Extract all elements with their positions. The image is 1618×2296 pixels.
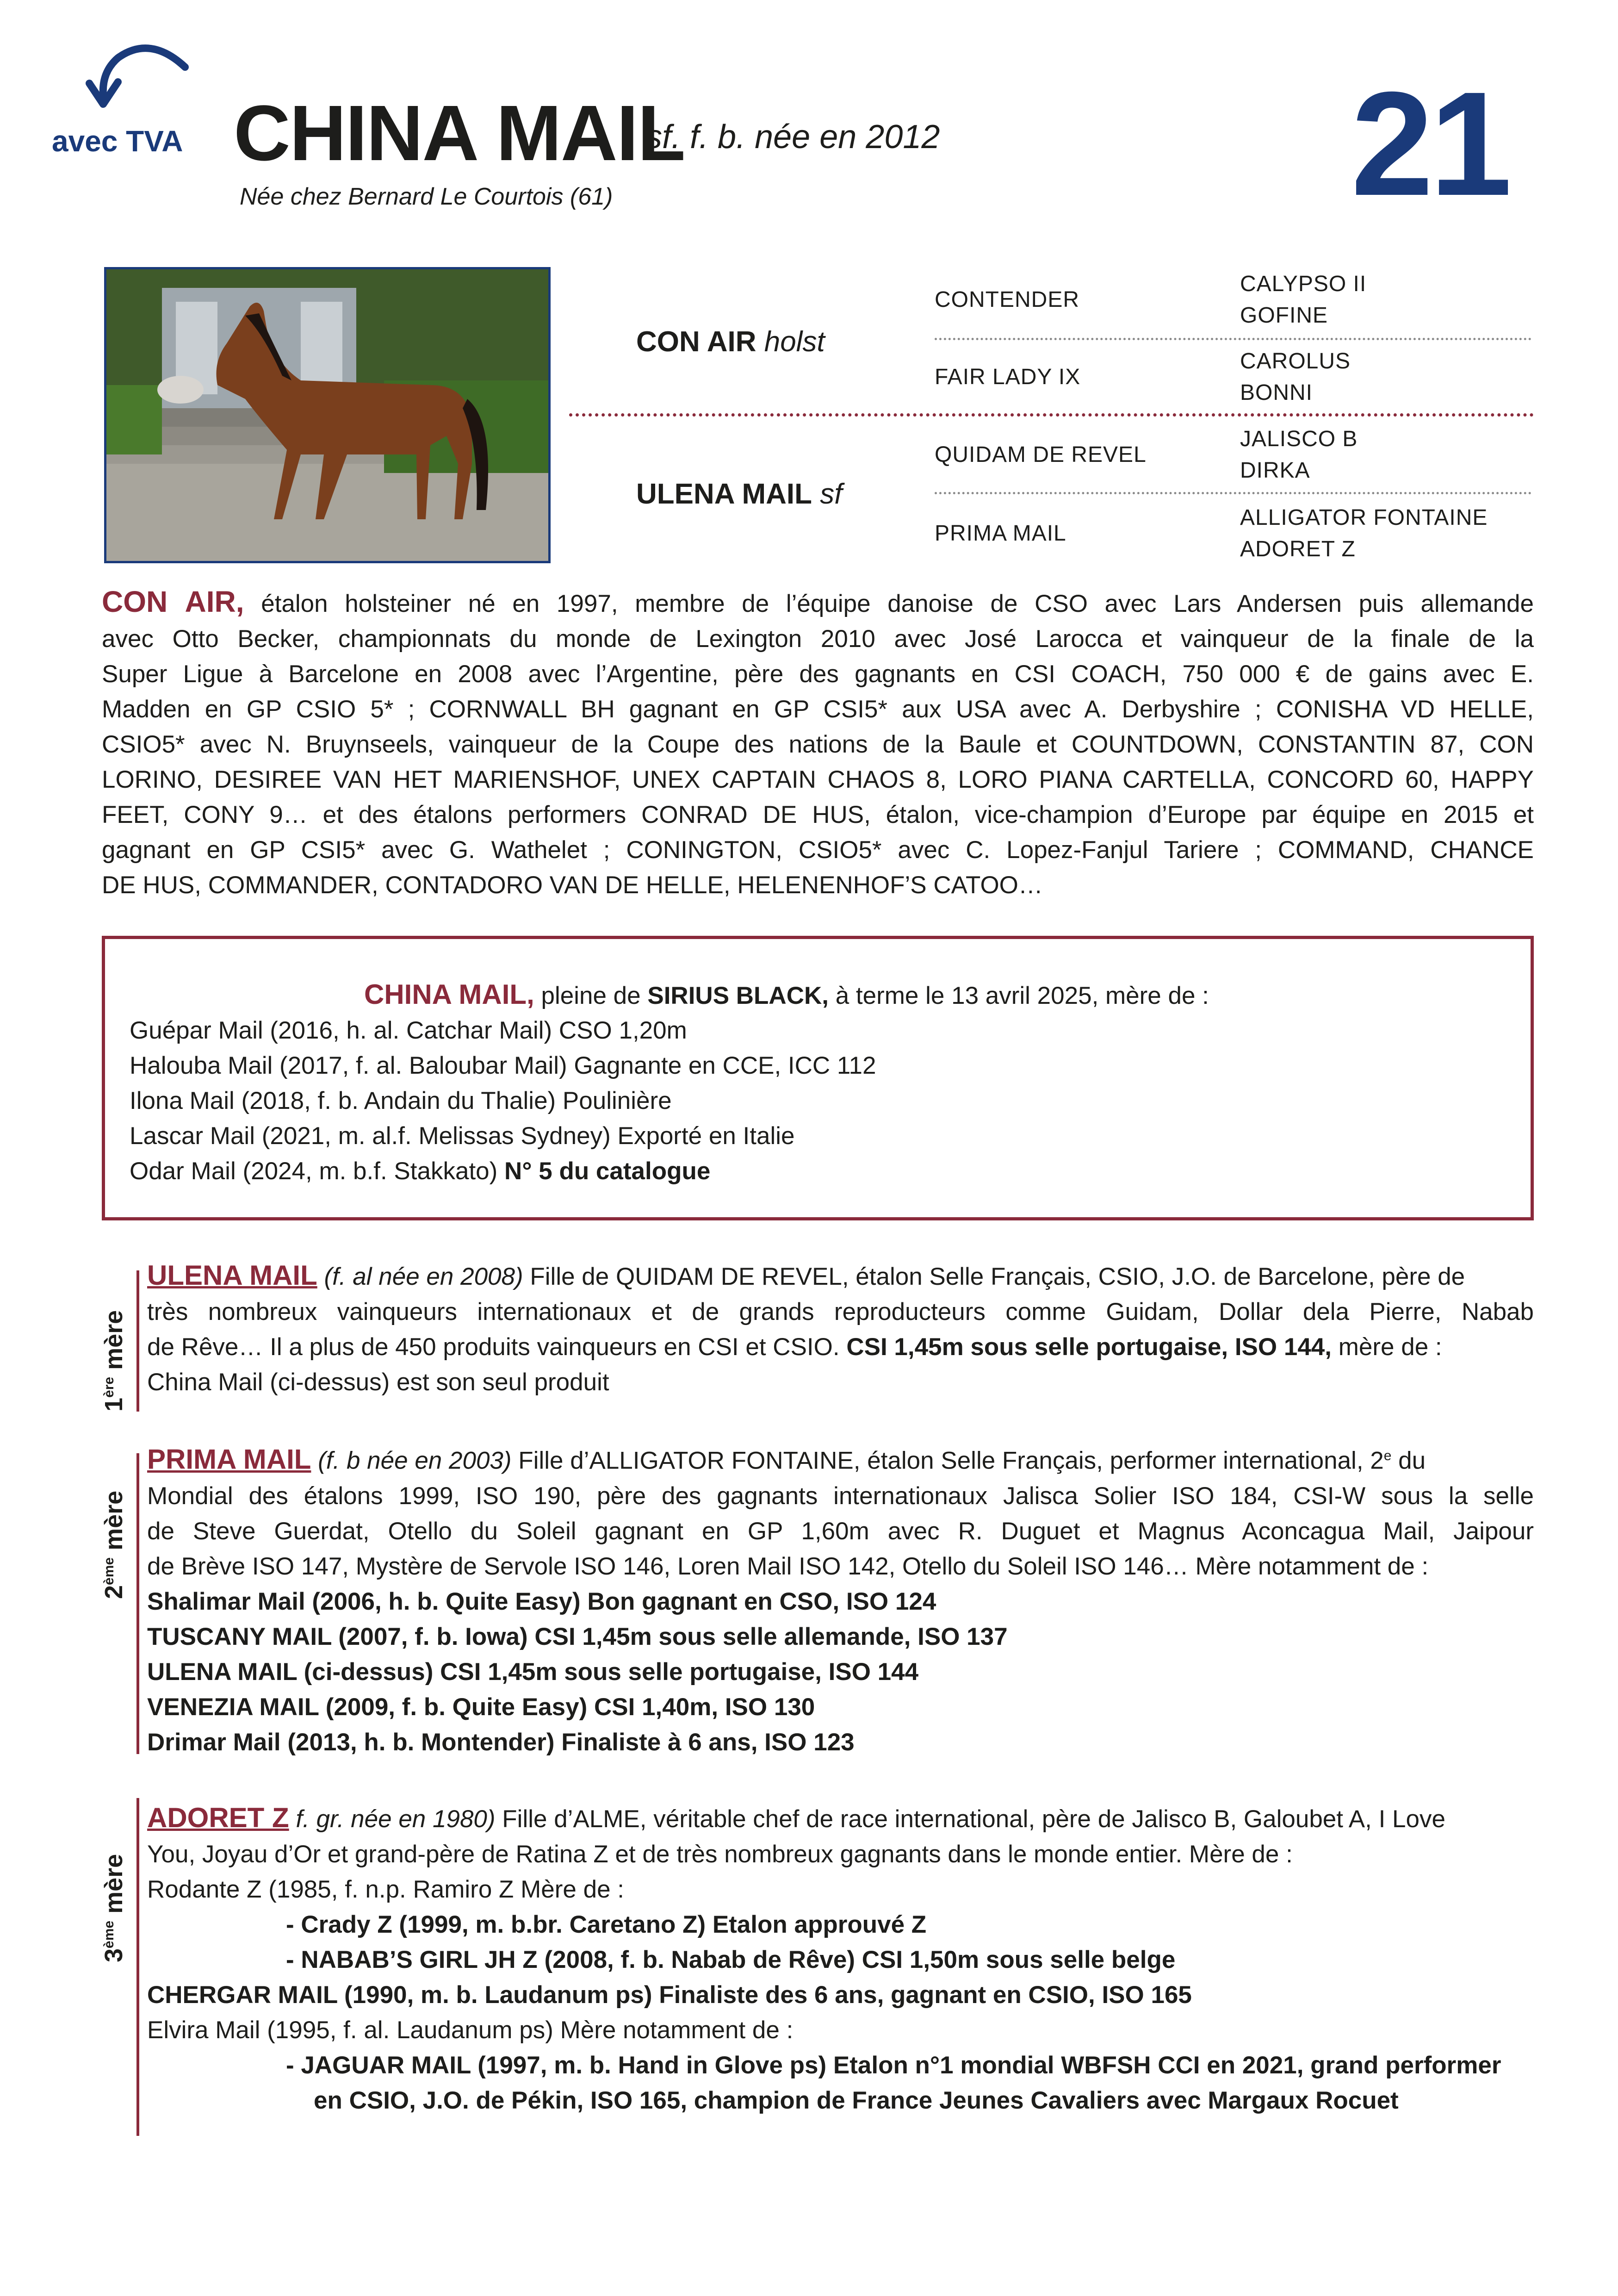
section-bar — [136, 1270, 139, 1412]
in-foal-box — [102, 936, 1534, 1220]
sire-description: CON AIR, étalon holsteiner né en 1997, membre de l’équipe danoise de CSO avec Lars Andersen puis allemande avec Otto Becker, championnats du monde de Lexington 2010 avec José Larocca et vainqueur de la finale de la Super Ligue à Barcelone en 2008 avec l’Argentine, père des gagnants en CSI COACH, 750 000 € de gains avec E. Madden en GP CSIO 5* ; CORNWALL BH gagnant en GP CSI5* aux USA avec A. Derbyshire ; CONISHA VD HELLE, CSIO5* avec N. Bruynseels, vainqueur de la Coupe des nations de la Baule et COUNTDOWN, CONSTANTIN 87, CON LORINO, DESIREE VAN HET MARIENSHOF, UNEX CAPTAIN CHAOS 8, LORO PIANA CARTELLA, CONCORD 60, HAPPY FEET, CONY 9… et des étalons performers CONRAD DE HUS, étalon, vice-champion d’Europe par équipe en 2015 et gagnant en GP CSI5* avec G. Wathelet ; CONINGTON, CSIO5* avec C. Lopez-Fanjul Tariere ; COMMAND, CHANCE DE HUS, COMMANDER, CONTADORO VAN DE HELLE, HELENENHOF’S CATOO… — [102, 585, 1534, 899]
third-dam-section: ADORET Z f. gr. née en 1980) Fille d’ALME, véritable chef de race international, père de Jalisco B, Galoubet A, I Love You, Joyau d’Or et grand-père de Ratina Z et de très nombreux gagnants dans le monde entier. Mère de : Rodante Z (1985, f. n.p. Ramiro Z Mère de : - Crady Z (1999, m. b.br. Caretano Z) Etalon approuvé Z - NABAB’S GIRL JH Z (2008, f. b. Nabab de Rêve) CSI 1,50m sous selle belge CHERGAR MAIL (1990, m. b. Laudanum ps) Finaliste des 6 ans, gagnant en CSIO, ISO 165 Elvira Mail (1995, f. al. Laudanum ps) Mère notamment de : - JAGUAR MAIL (1997, m. b. Hand in Glove ps) Etalon n°1 mondial WBFSH CCI en 2021, grand performer en CSIO, J.O. de Pékin, ISO 165, champion de France Jeunes Cavaliers avec Margaux Rocuet — [147, 1802, 1501, 2114]
first-dam-section: ULENA MAIL (f. al née en 2008) Fille de QUIDAM DE REVEL, étalon Selle Français, CSIO, J.O. de Barcelone, père de très nombreux vainqueurs internationaux et de grands reproducteurs comme Guidam, Dollar dela Pierre, Nabab de Rêve… Il a plus de 450 produits vainqueurs en CSI et CSIO. CSI 1,45m sous selle portugaise, ISO 144, mère de : China Mail (ci-dessus) est son seul produit — [147, 1260, 1534, 1396]
horse-illustration — [106, 269, 548, 561]
curved-arrow-icon — [81, 39, 192, 118]
horse-description: sf. f. b. née en 2012 — [645, 118, 940, 156]
breeder-line: Née chez Bernard Le Courtois (61) — [240, 183, 613, 210]
produce-list — [130, 1013, 876, 1189]
pedigree-dam-dam: PRIMA MAIL — [935, 521, 1066, 546]
produce-item: Guépar Mail (2016, h. al. Catchar Mail) CSO 1,20m — [130, 1017, 687, 1044]
pedigree-divider — [569, 413, 1534, 417]
produce-item: Halouba Mail (2017, f. al. Baloubar Mail) Gagnante en CCE, ICC 112 — [130, 1052, 876, 1079]
produce-item: Lascar Mail (2021, m. al.f. Melissas Sydney) Exporté en Italie — [130, 1122, 795, 1150]
lot-number: 21 — [1351, 61, 1508, 226]
pedigree-sire-sire: CONTENDER — [935, 287, 1080, 312]
pedigree-divider — [935, 338, 1531, 340]
pedigree-sire: CON AIR holst — [636, 326, 825, 358]
produce-item: Odar Mail (2024, m. b.f. Stakkato) N° 5 du catalogue — [130, 1157, 711, 1185]
horse-name: CHINA MAIL — [234, 89, 685, 177]
pedigree-ggp: ALLIGATOR FONTAINE ADORET Z — [1240, 505, 1488, 561]
pedigree-ggp: CAROLUS BONNI — [1240, 349, 1351, 405]
pedigree-sire-dam: FAIR LADY IX — [935, 365, 1081, 389]
produce-item: Ilona Mail (2018, f. b. Andain du Thalie) Poulinière — [130, 1087, 672, 1114]
horse-photo — [104, 267, 551, 563]
pedigree-dam: ULENA MAIL sf — [636, 478, 843, 510]
pedigree-dam-sire: QUIDAM DE REVEL — [935, 442, 1147, 467]
in-foal-line: CHINA MAIL, pleine de SIRIUS BLACK, à terme le 13 avril 2025, mère de : — [364, 979, 1209, 1010]
mere-label: 2ème mère — [100, 1490, 128, 1599]
vat-label: avec TVA — [52, 124, 183, 158]
second-dam-section: PRIMA MAIL (f. b née en 2003) Fille d’ALLIGATOR FONTAINE, étalon Selle Français, performer international, 2e du Mondial des étalons 1999, ISO 190, père des gagnants internationaux Jalisca Solier ISO 184, CSI-W sous la selle de Steve Guerdat, Otello du Soleil gagnant en GP 1,60m avec R. Duguet et Magnus Aconcagua Mail, Jaipour de Brève ISO 147, Mystère de Servole ISO 146, Loren Mail ISO 142, Otello du Soleil ISO 146… Mère notamment de : Shalimar Mail (2006, h. b. Quite Easy) Bon gagnant en CSO, ISO 124 TUSCANY MAIL (2007, f. b. Iowa) CSI 1,45m sous selle allemande, ISO 137 ULENA MAIL (ci-dessus) CSI 1,45m sous selle portugaise, ISO 144 VENEZIA MAIL (2009, f. b. Quite Easy) CSI 1,40m, ISO 130 Drimar Mail (2013, h. b. Montender) Finaliste à 6 ans, ISO 123 — [147, 1444, 1534, 1756]
pedigree-ggp: CALYPSO II GOFINE — [1240, 272, 1367, 328]
pedigree-ggp: JALISCO B DIRKA — [1240, 427, 1358, 483]
mere-label: 3ème mère — [100, 1854, 128, 1962]
section-bar — [136, 1453, 139, 1754]
section-bar — [136, 1798, 139, 2136]
mere-label: 1ère mère — [100, 1310, 128, 1412]
pedigree-divider — [935, 492, 1531, 494]
